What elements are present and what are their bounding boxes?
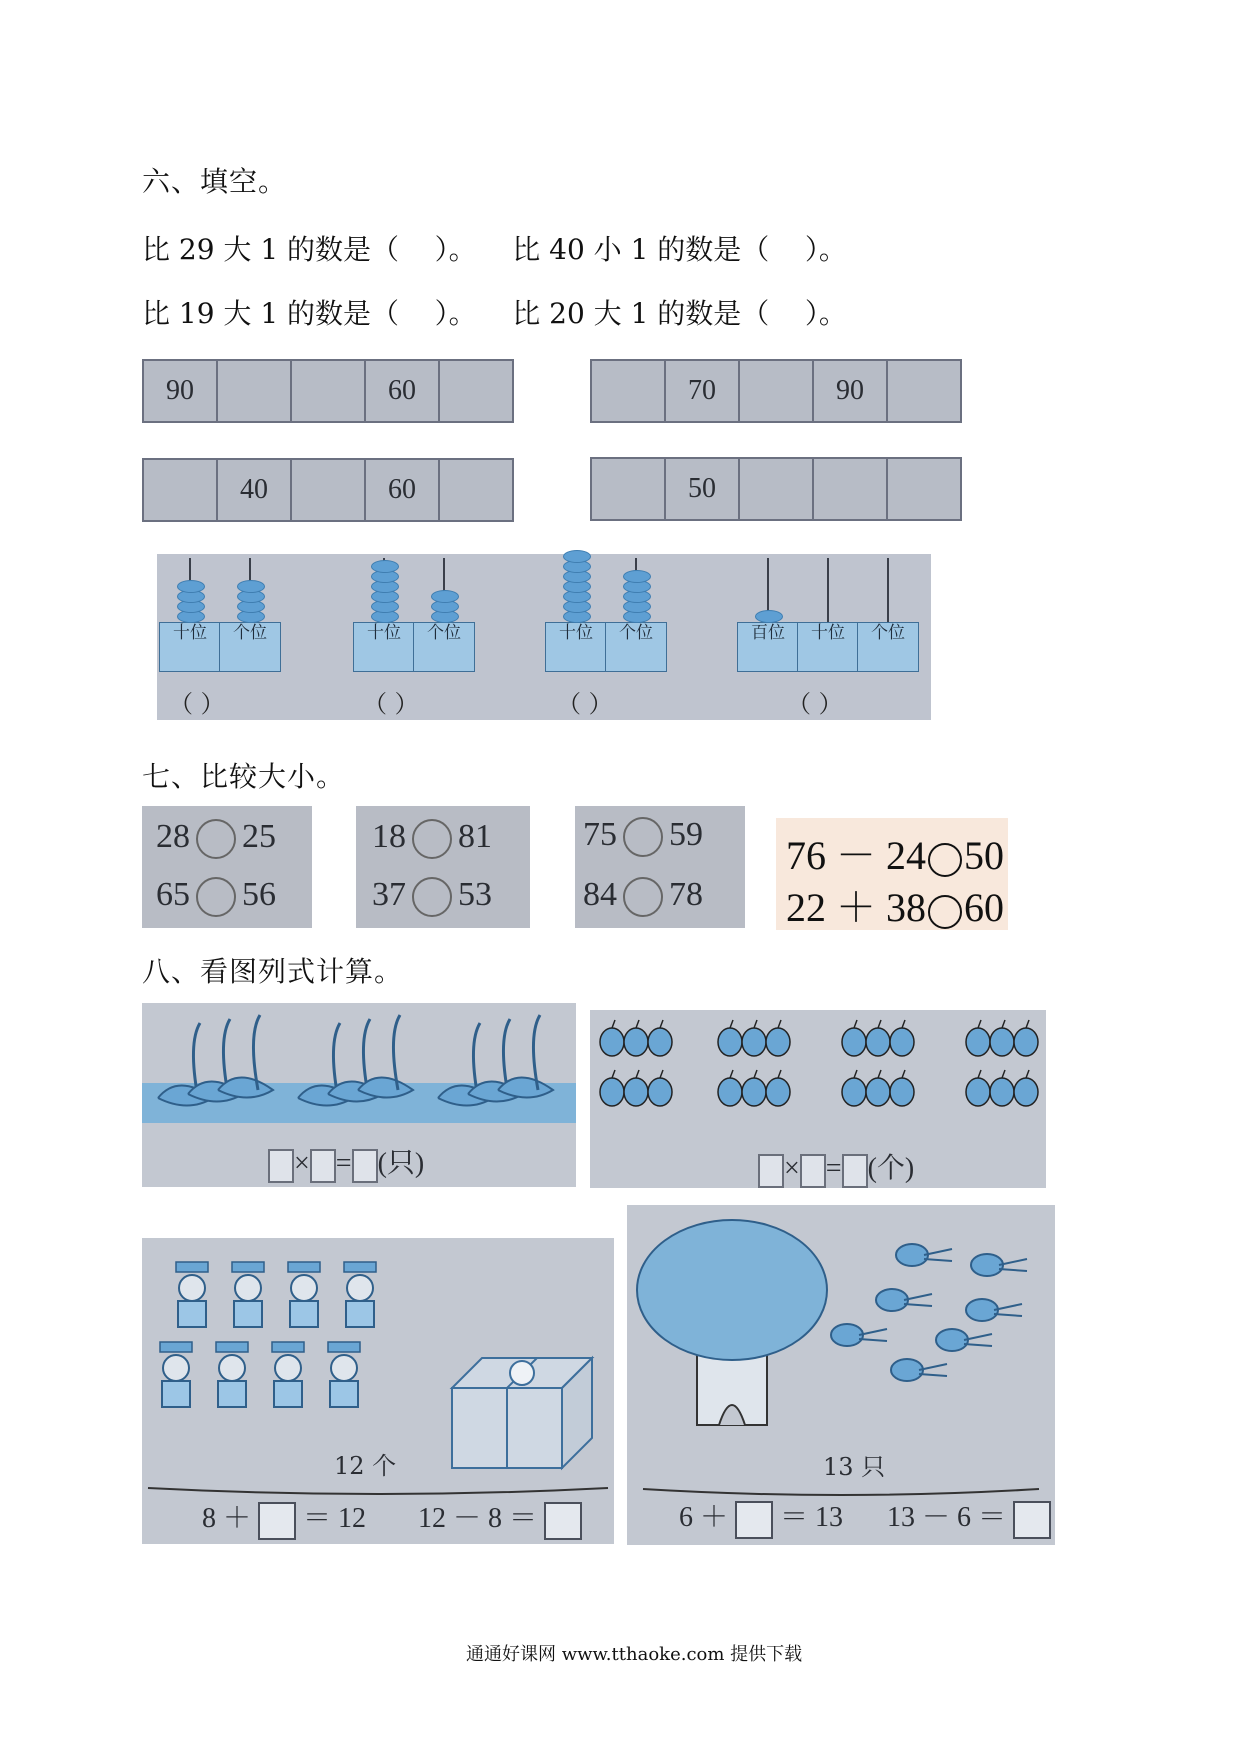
strip-cell [888, 459, 960, 519]
compare-box-expressions [776, 818, 1008, 930]
bracket [148, 1488, 608, 1494]
answer-blank: （ ） [169, 690, 225, 718]
compare-circle[interactable] [928, 843, 962, 877]
doll [232, 1262, 264, 1327]
strip-cell [292, 361, 366, 421]
answer-blank: （ ） [557, 690, 613, 718]
expression: 8 ＋ [202, 1503, 252, 1534]
bird [936, 1329, 992, 1351]
expression: ＝ 12 [303, 1503, 367, 1534]
compare-circle[interactable] [623, 877, 663, 917]
abacus-bead [177, 580, 205, 593]
answer-blank: （ ） [363, 690, 419, 718]
answer-box[interactable] [735, 1501, 773, 1539]
num: 25 [242, 818, 276, 855]
apple [966, 1020, 990, 1056]
expression: 13 － 6 ＝ [887, 1502, 1007, 1533]
compare-circle[interactable] [928, 895, 962, 929]
num: 75 [583, 816, 617, 853]
strip-cell [440, 460, 512, 520]
expression: 22 ＋ 38 [786, 885, 926, 930]
expression: ＝ 13 [780, 1502, 844, 1533]
num: 65 [156, 876, 190, 913]
swans-equation [268, 1141, 424, 1183]
section7-title: 七、比较大小。 [142, 760, 346, 793]
number-strip-3 [142, 458, 514, 522]
strip-cell: 40 [218, 460, 292, 520]
footer-source: 通通好课网 www.tthaoke.com 提供下载 [466, 1644, 803, 1665]
apples-equation [758, 1146, 914, 1188]
num: 53 [458, 876, 492, 913]
tree [637, 1220, 827, 1425]
answer-box[interactable] [268, 1149, 294, 1183]
answer-box[interactable] [758, 1154, 784, 1188]
compare-circle[interactable] [412, 819, 452, 859]
apple [600, 1070, 624, 1106]
strip-cell: 90 [144, 361, 218, 421]
strip-cell [292, 460, 366, 520]
birds-picture [627, 1205, 1055, 1545]
bird [966, 1299, 1022, 1321]
compare-row [786, 876, 1004, 933]
answer-box[interactable] [842, 1154, 868, 1188]
place-label-tens: 十位 [159, 622, 221, 672]
doll [272, 1342, 304, 1407]
equals-sign: = [335, 1148, 352, 1179]
place-label-tens: 十位 [545, 622, 607, 672]
compare-box-1 [142, 806, 312, 928]
apple [648, 1070, 672, 1106]
apple [990, 1020, 1014, 1056]
strip-cell [592, 459, 666, 519]
abacus-bead [371, 560, 399, 573]
compare-circle[interactable] [196, 877, 236, 917]
operator: × [294, 1148, 310, 1179]
strip-cell [888, 361, 960, 421]
section8-title: 八、看图列式计算。 [142, 955, 404, 988]
strip-cell [440, 361, 512, 421]
strip-cell: 60 [366, 460, 440, 520]
num: 56 [242, 876, 276, 913]
num: 60 [964, 885, 1004, 930]
answer-box[interactable] [544, 1502, 582, 1540]
answer-blank: （ ） [787, 690, 843, 718]
strip-cell [740, 361, 814, 421]
abacus-rod [827, 558, 829, 622]
abacus-bead [431, 590, 459, 603]
answer-box[interactable] [310, 1149, 336, 1183]
doll [176, 1262, 208, 1327]
apple [624, 1020, 648, 1056]
bird [896, 1244, 952, 1266]
strip-cell [218, 361, 292, 421]
num: 37 [372, 876, 406, 913]
compare-box-3 [575, 806, 745, 928]
total-label: 12 个 [334, 1452, 397, 1480]
num: 78 [669, 876, 703, 913]
abacus-bead [237, 580, 265, 593]
doll [288, 1262, 320, 1327]
abacus-panel [157, 554, 931, 720]
compare-circle[interactable] [196, 819, 236, 859]
apple [890, 1020, 914, 1056]
dolls-equation-1 [202, 1496, 366, 1540]
apple [742, 1020, 766, 1056]
strip-cell [740, 459, 814, 519]
gift-box [452, 1358, 592, 1468]
apple [1014, 1070, 1038, 1106]
fill-line-2: 比 19 大 1 的数是（ ）。 比 20 大 1 的数是（ ）。 [142, 297, 847, 330]
doll [344, 1262, 376, 1327]
place-label-tens: 十位 [797, 622, 859, 672]
place-label-hundreds: 百位 [737, 622, 799, 672]
number-strip-4 [590, 457, 962, 521]
doll [216, 1342, 248, 1407]
apple [600, 1020, 624, 1056]
strip-cell [592, 361, 666, 421]
expression: 6 ＋ [679, 1502, 729, 1533]
apples-picture [590, 1010, 1046, 1188]
place-label-ones: 个位 [605, 622, 667, 672]
number-strip-1 [142, 359, 514, 423]
compare-row [372, 818, 492, 859]
bird [876, 1289, 932, 1311]
place-label-ones: 个位 [413, 622, 475, 672]
answer-box[interactable] [800, 1154, 826, 1188]
compare-circle[interactable] [412, 877, 452, 917]
strip-cell [814, 459, 888, 519]
place-label-ones: 个位 [219, 622, 281, 672]
fill-line-1: 比 29 大 1 的数是（ ）。 比 40 小 1 的数是（ ）。 [142, 233, 847, 266]
birds-equation-2 [887, 1495, 1051, 1539]
dolls-equation-2 [418, 1496, 582, 1540]
number-strip-2 [590, 359, 962, 423]
compare-row [372, 876, 492, 917]
swans-picture [142, 1003, 576, 1187]
place-label-ones: 个位 [857, 622, 919, 672]
unit-label: (个) [867, 1153, 915, 1184]
abacus-bead [563, 550, 591, 563]
compare-row [786, 824, 1004, 881]
num: 50 [964, 833, 1004, 878]
tree-birds-illustration [627, 1205, 1055, 1545]
expression: 12 － 8 ＝ [418, 1503, 538, 1534]
answer-box[interactable] [1013, 1501, 1051, 1539]
doll [160, 1342, 192, 1407]
num: 84 [583, 876, 617, 913]
num: 18 [372, 818, 406, 855]
apple [890, 1070, 914, 1106]
apple [966, 1070, 990, 1106]
strip-cell: 50 [666, 459, 740, 519]
apple [718, 1070, 742, 1106]
strip-cell: 70 [666, 361, 740, 421]
compare-row [583, 876, 703, 917]
num: 59 [669, 816, 703, 853]
equals-sign: = [825, 1153, 842, 1184]
strip-cell: 90 [814, 361, 888, 421]
compare-row [156, 876, 276, 917]
abacus-rod [887, 558, 889, 622]
place-label-tens: 十位 [353, 622, 415, 672]
bird [831, 1324, 887, 1346]
apple [718, 1020, 742, 1056]
compare-box-2 [356, 806, 530, 928]
apple [866, 1070, 890, 1106]
apple [766, 1020, 790, 1056]
section6-title: 六、填空。 [142, 165, 288, 198]
operator: × [784, 1153, 800, 1184]
num: 81 [458, 818, 492, 855]
answer-box[interactable] [258, 1502, 296, 1540]
total-label: 13 只 [823, 1453, 886, 1481]
apple [866, 1020, 890, 1056]
apple [842, 1020, 866, 1056]
bird [971, 1254, 1027, 1276]
birds-equation-1 [679, 1495, 843, 1539]
apple [624, 1070, 648, 1106]
compare-row [583, 816, 703, 857]
apple [1014, 1020, 1038, 1056]
apple [990, 1070, 1014, 1106]
answer-box[interactable] [352, 1149, 378, 1183]
bird [891, 1359, 947, 1381]
apple [766, 1070, 790, 1106]
abacus-bead [623, 570, 651, 583]
unit-label: (只) [377, 1148, 425, 1179]
apple [648, 1020, 672, 1056]
abacus-bead [755, 610, 783, 623]
doll [328, 1342, 360, 1407]
strip-cell [144, 460, 218, 520]
expression: 76 － 24 [786, 833, 926, 878]
strip-cell: 60 [366, 361, 440, 421]
apple [742, 1070, 766, 1106]
apple [842, 1070, 866, 1106]
compare-row [156, 818, 276, 859]
num: 28 [156, 818, 190, 855]
dolls-picture [142, 1238, 614, 1544]
compare-circle[interactable] [623, 817, 663, 857]
